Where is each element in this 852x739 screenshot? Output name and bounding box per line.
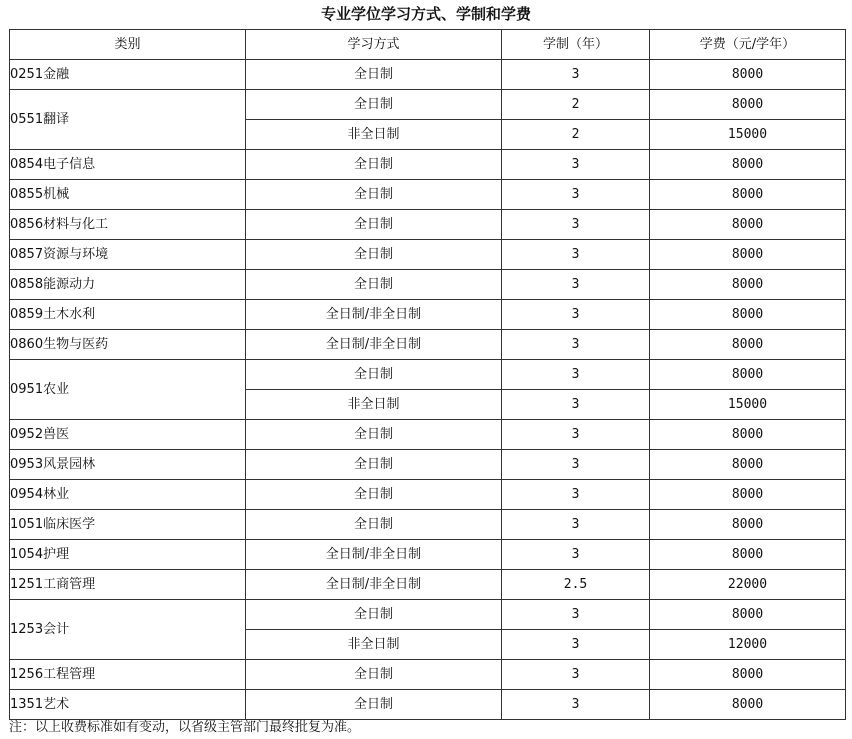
duration-cell: 3 — [502, 690, 650, 720]
fee-cell: 8000 — [650, 600, 846, 630]
fee-cell: 8000 — [650, 480, 846, 510]
header-duration: 学制（年） — [502, 30, 650, 60]
fee-cell: 8000 — [650, 690, 846, 720]
table-row — [10, 570, 846, 600]
table-row — [10, 180, 846, 210]
mode-cell: 全日制/非全日制 — [246, 540, 502, 570]
category-cell: 0952兽医 — [10, 420, 246, 450]
duration-cell: 3 — [502, 150, 650, 180]
category-cell: 1251工商管理 — [10, 570, 246, 600]
table-row — [10, 150, 846, 180]
category-cell: 0857资源与环境 — [10, 240, 246, 270]
table-row — [10, 300, 846, 330]
mode-cell: 全日制 — [246, 420, 502, 450]
table-row — [10, 510, 846, 540]
mode-cell: 全日制 — [246, 210, 502, 240]
duration-cell: 3 — [502, 240, 650, 270]
mode-cell: 全日制 — [246, 600, 502, 630]
category-cell: 0854电子信息 — [10, 150, 246, 180]
table-row — [10, 270, 846, 300]
fee-cell: 8000 — [650, 450, 846, 480]
duration-cell: 2 — [502, 90, 650, 120]
fee-cell: 8000 — [650, 210, 846, 240]
table-row — [10, 480, 846, 510]
fee-cell: 8000 — [650, 660, 846, 690]
duration-cell: 3 — [502, 510, 650, 540]
duration-cell: 3 — [502, 450, 650, 480]
mode-cell: 全日制 — [246, 660, 502, 690]
mode-cell: 全日制 — [246, 480, 502, 510]
header-fee: 学费（元/学年） — [650, 30, 846, 60]
mode-cell: 全日制 — [246, 240, 502, 270]
mode-cell: 全日制 — [246, 270, 502, 300]
duration-cell: 3 — [502, 270, 650, 300]
fee-cell: 8000 — [650, 270, 846, 300]
fee-cell: 8000 — [650, 150, 846, 180]
footnote: 注：以上收费标准如有变动，以省级主管部门最终批复为准。 — [9, 720, 361, 735]
fee-cell: 8000 — [650, 300, 846, 330]
duration-cell: 2.5 — [502, 570, 650, 600]
category-cell: 1351艺术 — [10, 690, 246, 720]
table-row — [10, 360, 846, 390]
fee-cell: 8000 — [650, 420, 846, 450]
table-row — [10, 660, 846, 690]
fees-table — [9, 29, 846, 720]
mode-cell: 全日制 — [246, 360, 502, 390]
fee-cell: 8000 — [650, 330, 846, 360]
table-row — [10, 210, 846, 240]
table-row — [10, 240, 846, 270]
mode-cell: 非全日制 — [246, 390, 502, 420]
duration-cell: 3 — [502, 330, 650, 360]
category-cell: 0859土木水利 — [10, 300, 246, 330]
duration-cell: 2 — [502, 120, 650, 150]
header-mode: 学习方式 — [246, 30, 502, 60]
table-row — [10, 450, 846, 480]
mode-cell: 全日制 — [246, 60, 502, 90]
category-cell: 0855机械 — [10, 180, 246, 210]
duration-cell: 3 — [502, 210, 650, 240]
duration-cell: 3 — [502, 630, 650, 660]
fee-cell: 8000 — [650, 360, 846, 390]
category-cell: 0251金融 — [10, 60, 246, 90]
duration-cell: 3 — [502, 60, 650, 90]
category-cell: 0953风景园林 — [10, 450, 246, 480]
mode-cell: 全日制 — [246, 690, 502, 720]
fee-cell: 15000 — [650, 120, 846, 150]
fee-cell: 8000 — [650, 60, 846, 90]
fee-cell: 8000 — [650, 240, 846, 270]
mode-cell: 全日制 — [246, 150, 502, 180]
mode-cell: 全日制 — [246, 450, 502, 480]
table-row — [10, 330, 846, 360]
category-cell: 0951农业 — [10, 360, 246, 420]
fee-cell: 8000 — [650, 180, 846, 210]
fee-cell: 15000 — [650, 390, 846, 420]
category-cell: 0856材料与化工 — [10, 210, 246, 240]
mode-cell: 全日制/非全日制 — [246, 570, 502, 600]
mode-cell: 全日制 — [246, 90, 502, 120]
duration-cell: 3 — [502, 180, 650, 210]
table-row — [10, 600, 846, 630]
page-title: 专业学位学习方式、学制和学费 — [320, 5, 531, 23]
duration-cell: 3 — [502, 480, 650, 510]
fee-cell: 22000 — [650, 570, 846, 600]
duration-cell: 3 — [502, 420, 650, 450]
table-row — [10, 690, 846, 720]
duration-cell: 3 — [502, 390, 650, 420]
category-cell: 1051临床医学 — [10, 510, 246, 540]
table-row — [10, 90, 846, 120]
category-cell: 1256工程管理 — [10, 660, 246, 690]
category-cell: 0860生物与医药 — [10, 330, 246, 360]
fee-cell: 8000 — [650, 540, 846, 570]
duration-cell: 3 — [502, 300, 650, 330]
fee-cell: 8000 — [650, 90, 846, 120]
category-cell: 0954林业 — [10, 480, 246, 510]
category-cell: 1054护理 — [10, 540, 246, 570]
table-row — [10, 420, 846, 450]
mode-cell: 全日制 — [246, 180, 502, 210]
table-header-row — [10, 30, 846, 60]
fee-cell: 8000 — [650, 510, 846, 540]
category-cell: 0551翻译 — [10, 90, 246, 150]
category-cell: 0858能源动力 — [10, 270, 246, 300]
mode-cell: 全日制 — [246, 510, 502, 540]
table-row — [10, 540, 846, 570]
mode-cell: 全日制/非全日制 — [246, 330, 502, 360]
mode-cell: 非全日制 — [246, 630, 502, 660]
duration-cell: 3 — [502, 540, 650, 570]
table-row — [10, 60, 846, 90]
header-category: 类别 — [10, 30, 246, 60]
mode-cell: 非全日制 — [246, 120, 502, 150]
mode-cell: 全日制/非全日制 — [246, 300, 502, 330]
duration-cell: 3 — [502, 600, 650, 630]
duration-cell: 3 — [502, 660, 650, 690]
fee-cell: 12000 — [650, 630, 846, 660]
duration-cell: 3 — [502, 360, 650, 390]
category-cell: 1253会计 — [10, 600, 246, 660]
table-body — [10, 60, 846, 720]
